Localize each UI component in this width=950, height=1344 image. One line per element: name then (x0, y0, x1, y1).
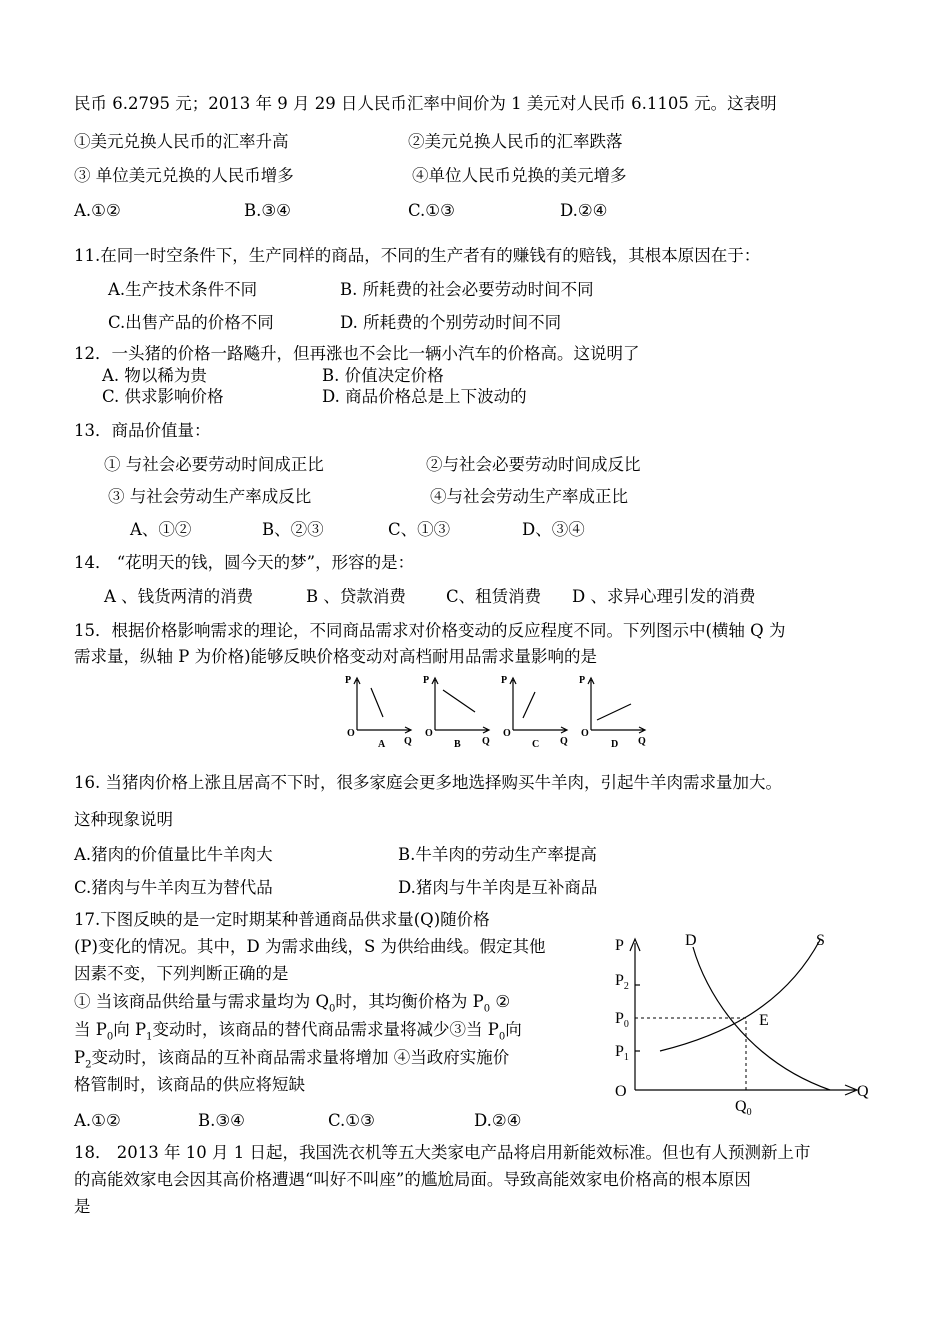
mini-b-q-label: Q (482, 736, 490, 747)
mini-d-p-label: P (579, 675, 586, 686)
q17-option-a: A.①② (74, 1111, 121, 1130)
graph-s-label: S (816, 932, 825, 949)
mini-a-p-label: P (345, 675, 352, 686)
mini-b-label: B (454, 739, 461, 750)
graph-o-label: O (615, 1083, 627, 1100)
q16-stem-line1: 16. 当猪肉价格上涨且居高不下时，很多家庭会更多地选择购买牛羊肉，引起牛羊肉需求量加大。 (74, 773, 782, 792)
q13-item-2: ②与社会必要劳动时间成反比 (426, 455, 641, 474)
mini-b-p-label: P (423, 675, 430, 686)
q18-line2: 的高能效家电会因其高价格遭遇“叫好不叫座”的尴尬局面。导致高能效家电价格高的根本原因 (74, 1170, 751, 1189)
q10-option-a: A.①② (74, 201, 121, 220)
mini-a-q-label: Q (404, 736, 412, 747)
q11-stem: 11.在同一时空条件下，生产同样的商品，不同的生产者有的赚钱有的赔钱，其根本原因在于： (74, 246, 761, 265)
q16-option-b: B.牛羊肉的劳动生产率提高 (398, 845, 597, 864)
q17-line2: (P)变化的情况。其中，D 为需求曲线，S 为供给曲线。假定其他 (74, 937, 546, 956)
q12-option-c: C. 供求影响价格 (102, 387, 224, 406)
q17-line4: ① 当该商品供给量与需求量均为 $Q_0$时，其均衡价格为 $P_0$ ② (74, 992, 511, 1015)
equilibrium-guides (635, 1018, 746, 1090)
q12-option-b: B. 价值决定价格 (322, 366, 444, 385)
q16-stem-line2: 这种现象说明 (74, 810, 173, 829)
q16-option-c: C.猪肉与牛羊肉互为替代品 (74, 878, 273, 897)
q13-option-c: C、①③ (388, 520, 451, 539)
q13-option-d: D、③④ (522, 520, 585, 539)
q16-option-d: D.猪肉与牛羊肉是互补商品 (398, 878, 598, 897)
mini-b-o-label: O (425, 728, 433, 739)
q17-supply-demand-graph (605, 925, 880, 1120)
q11-option-d: D. 所耗费的个别劳动时间不同 (340, 313, 562, 332)
q17-line6: $P_2$变动时，该商品的互补商品需求量将增加 ④当政府实施价 (74, 1048, 510, 1071)
q14-option-a: A 、钱货两清的消费 (104, 587, 254, 606)
supply-curve (660, 940, 820, 1051)
q10-item-1: ①美元兑换人民币的汇率升高 (74, 132, 289, 151)
q11-option-a: A.生产技术条件不同 (108, 280, 258, 299)
q15-stem-line2: 需求量，纵轴 P 为价格)能够反映价格变动对高档耐用品需求量影响的是 (74, 647, 598, 666)
q13-item-3: ③ 与社会劳动生产率成反比 (108, 487, 312, 506)
mini-c-p-label: P (501, 675, 508, 686)
q17-option-b: B.③④ (198, 1111, 245, 1130)
mini-a-label: A (378, 739, 386, 750)
y-axis (630, 939, 640, 1090)
q17-line7: 格管制时，该商品的供应将短缺 (74, 1075, 305, 1094)
q12-option-d: D. 商品价格总是上下波动的 (322, 387, 527, 406)
q10-option-b: B.③④ (244, 201, 291, 220)
q16-option-a: A.猪肉的价值量比牛羊肉大 (74, 845, 273, 864)
q13-item-1: ① 与社会必要劳动时间成正比 (104, 455, 324, 474)
mini-d-label: D (611, 739, 619, 750)
q17-line3: 因素不变，下列判断正确的是 (74, 964, 289, 983)
q10-option-d: D.②④ (560, 201, 608, 220)
graph-q-label: Q (857, 1083, 869, 1100)
q18-line1: 18． 2013 年 10 月 1 日起，我国洗衣机等五大类家电产品将启用新能效标准。但也有人预测新上市 (74, 1143, 811, 1162)
q14-option-c: C、租赁消费 (446, 587, 542, 606)
q17-option-d: D.②④ (474, 1111, 522, 1130)
mini-c-q-label: Q (560, 736, 568, 747)
graph-p-label: P (615, 937, 624, 954)
q10-item-3: ③ 单位美元兑换的人民币增多 (74, 166, 294, 185)
q15-stem-line1: 15．根据价格影响需求的理论，不同商品需求对价格变动的反应程度不同。下列图示中(横轴 Q 为 (74, 621, 786, 640)
q11-option-b: B. 所耗费的社会必要劳动时间不同 (340, 280, 594, 299)
graph-p2-label: $P_2$ (615, 972, 629, 992)
q12-option-a: A. 物以稀为贵 (102, 366, 207, 385)
q12-stem: 12．一头猪的价格一路飚升，但再涨也不会比一辆小汽车的价格高。这说明了 (74, 344, 640, 363)
q10-item-4: ④单位人民币兑换的美元增多 (412, 166, 627, 185)
mini-c-o-label: O (503, 728, 511, 739)
mini-c-label: C (532, 739, 540, 750)
q14-option-d: D 、求异心理引发的消费 (572, 587, 756, 606)
graph-d-label: D (685, 932, 697, 949)
mini-d-q-label: Q (638, 736, 646, 747)
graph-p1-label: $P_1$ (615, 1043, 629, 1063)
mini-a-o-label: O (347, 728, 355, 739)
q13-option-b: B、②③ (262, 520, 324, 539)
q14-option-b: B 、贷款消费 (306, 587, 406, 606)
q11-option-c: C.出售产品的价格不同 (108, 313, 274, 332)
q13-stem: 13．商品价值量： (74, 421, 211, 440)
graph-e-label: E (759, 1012, 769, 1029)
q17-line1: 17.下图反映的是一定时期某种普通商品供求量(Q)随价格 (74, 910, 490, 929)
mini-d-o-label: O (581, 728, 589, 739)
q13-option-a: A、①② (130, 520, 192, 539)
q17-line5: 当 $P_0$向 $P_1$变动时，该商品的替代商品需求量将减少③当 $P_0$向 (74, 1020, 522, 1043)
q10-stem-tail: 民币 6.2795 元；2013 年 9 月 29 日人民币汇率中间价为 1 美元对人民币 6.1105 元。这表明 (74, 94, 777, 113)
q17-option-c: C.①③ (328, 1111, 375, 1130)
graph-p0-label: $P_0$ (615, 1010, 629, 1030)
q10-option-c: C.①③ (408, 201, 455, 220)
q15-mini-graphs (335, 670, 650, 752)
graph-q0-label: $Q_0$ (735, 1098, 752, 1118)
q18-line3: 是 (74, 1197, 91, 1216)
q10-item-2: ②美元兑换人民币的汇率跌落 (408, 132, 623, 151)
q13-item-4: ④与社会劳动生产率成正比 (430, 487, 628, 506)
q14-stem: 14． “花明天的钱，圆今天的梦”，形容的是： (74, 553, 415, 572)
